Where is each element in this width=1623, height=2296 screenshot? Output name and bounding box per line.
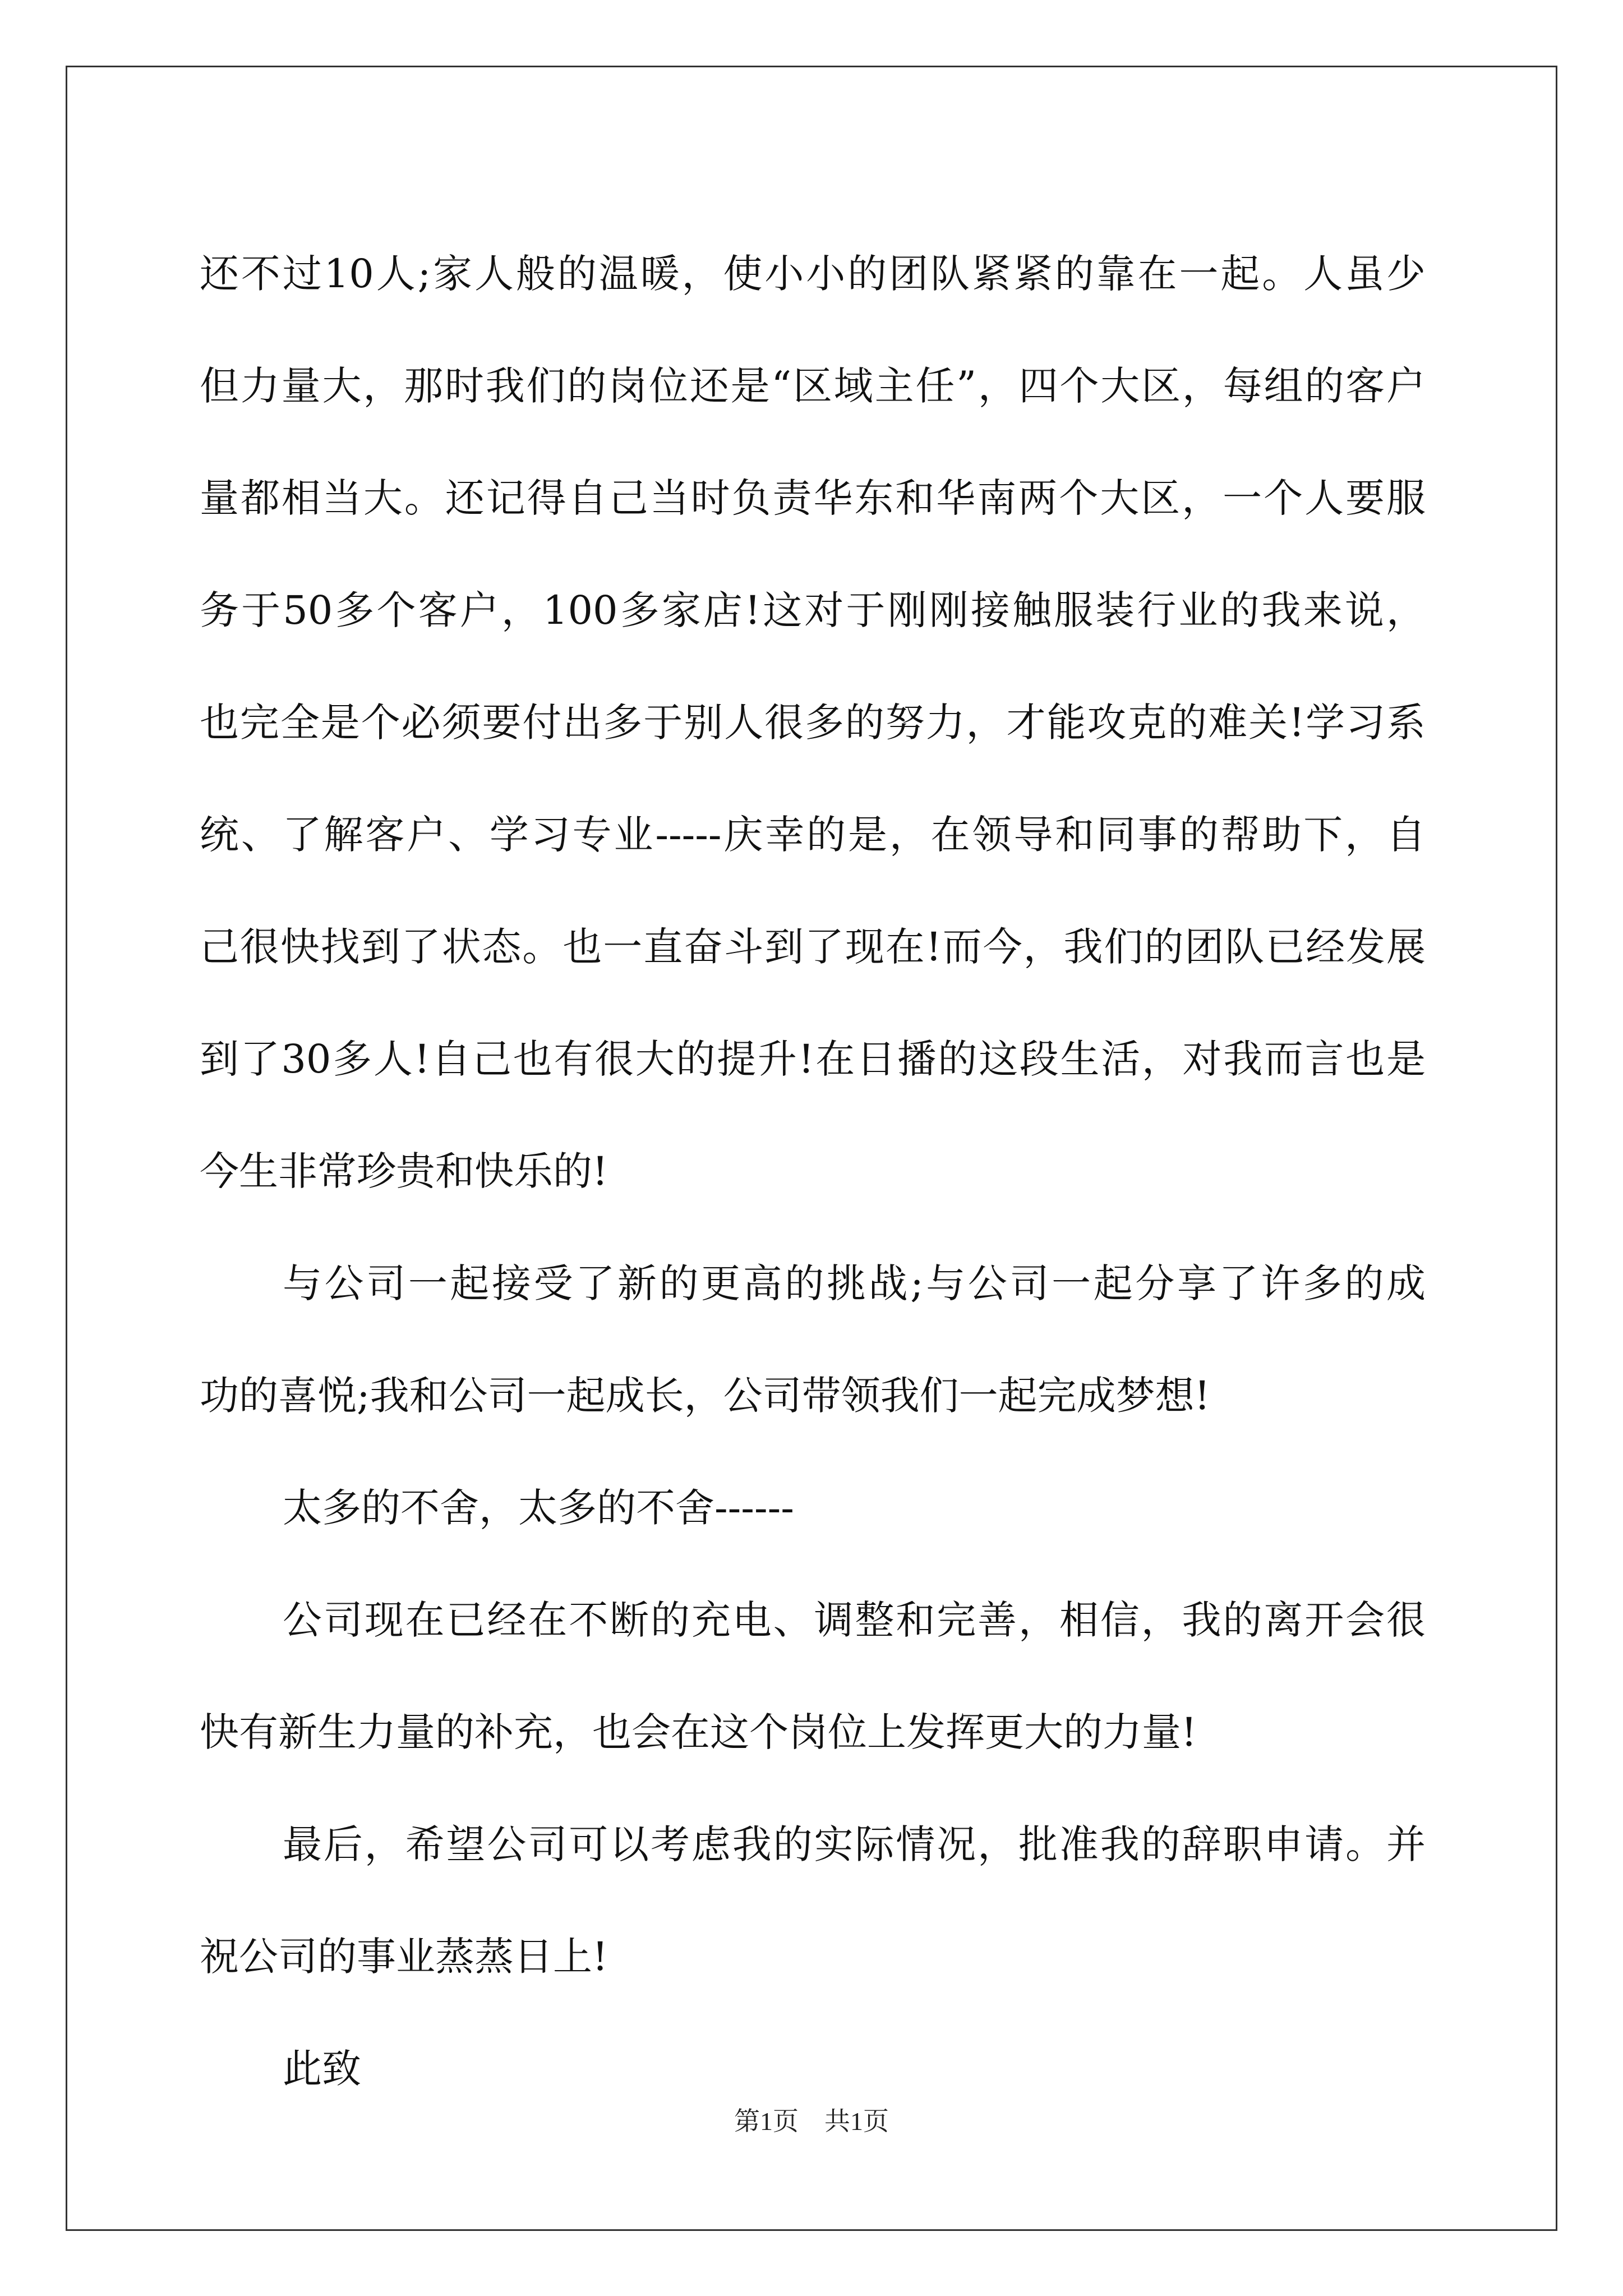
text-line: 务于50多个客户，100多家店!这对于刚刚接触服装行业的我来说，	[200, 587, 1426, 633]
text-line: 此致	[283, 2046, 361, 2092]
text-line: 也完全是个必须要付出多于别人很多的努力，才能攻克的难关!学习系	[200, 700, 1426, 746]
text-line: 快有新生力量的补充，也会在这个岗位上发挥更大的力量!	[200, 1709, 1197, 1755]
text-line: 今生非常珍贵和快乐的!	[200, 1148, 608, 1194]
text-line: 太多的不舍，太多的不舍------	[283, 1485, 794, 1531]
document-body	[200, 218, 1426, 2125]
text-line: 还不过10人;家人般的温暖，使小小的团队紧紧的靠在一起。人虽少	[200, 251, 1426, 297]
text-line: 但力量大，那时我们的岗位还是“区域主任”，四个大区，每组的客户	[200, 363, 1426, 409]
text-line: 功的喜悦;我和公司一起成长，公司带领我们一起完成梦想!	[200, 1373, 1210, 1419]
text-line: 与公司一起接受了新的更高的挑战;与公司一起分享了许多的成	[283, 1260, 1426, 1306]
text-line: 公司现在已经在不断的充电、调整和完善，相信，我的离开会很	[283, 1597, 1426, 1643]
page-footer: 第1页 共1页	[734, 2107, 889, 2136]
text-line: 量都相当大。还记得自己当时负责华东和华南两个大区，一个人要服	[200, 475, 1426, 521]
text-line: 己很快找到了状态。也一直奋斗到了现在!而今，我们的团队已经发展	[200, 924, 1426, 970]
text-line: 统、了解客户、学习专业-----庆幸的是，在领导和同事的帮助下，自	[200, 812, 1426, 858]
text-line: 最后，希望公司可以考虑我的实际情况，批准我的辞职申请。并	[283, 1821, 1426, 1867]
text-line: 到了30多人!自己也有很大的提升!在日播的这段生活，对我而言也是	[200, 1036, 1426, 1082]
text-line: 祝公司的事业蒸蒸日上!	[200, 1934, 608, 1980]
